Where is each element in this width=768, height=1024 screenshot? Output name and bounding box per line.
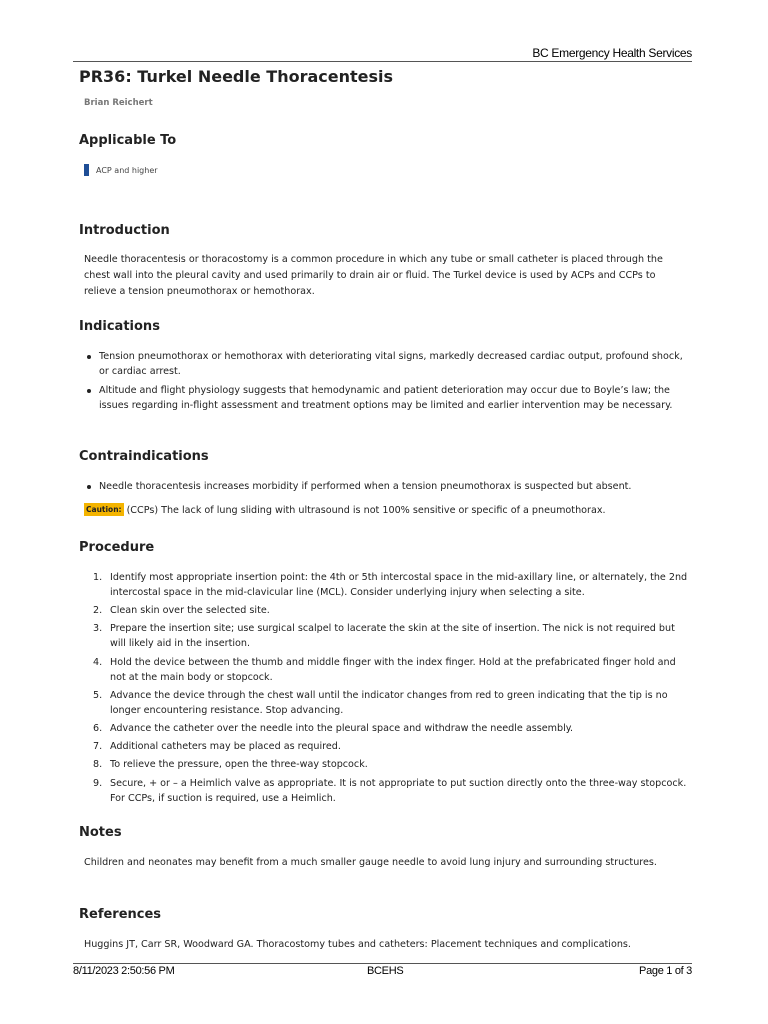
heading-procedure: Procedure (79, 540, 155, 555)
caution-badge: Caution: (86, 505, 122, 514)
heading-references: References (79, 907, 162, 922)
list-item: Altitude and flight physiology suggests that hemodynamic and patient deterioration may occur due to Boyle’s law; the issues regarding in-flight assessment and treatment options may be limited and earlier intervention may be necessary. (84, 383, 689, 413)
heading-introduction: Introduction (79, 223, 170, 238)
applicable-tag-label: ACP and higher (96, 165, 158, 175)
page-title: PR36: Turkel Needle Thoracentesis (79, 67, 394, 86)
author-name: Brian Reichert (84, 98, 153, 108)
procedure-step: To relieve the pressure, open the three-way stopcock. (110, 759, 368, 771)
procedure-step: Secure, + or – a Heimlich valve as appropriate. It is not appropriate to put suction directly onto the three-way stopcock. For CCPs, if suction is required, use a Heimlich. (110, 777, 687, 804)
page-number: Page 1 of 3 (639, 965, 692, 977)
footer-timestamp: 8/11/2023 2:50:56 PM (73, 965, 175, 977)
notes-text: Children and neonates may benefit from a much smaller gauge needle to avoid lung injury and surrounding structures. (84, 857, 657, 868)
heading-contraindications: Contraindications (79, 449, 209, 464)
indications-list (84, 349, 689, 417)
procedure-step: Identify most appropriate insertion point: the 4th or 5th intercostal space in the mid-axillary line, or alternately, the 2nd intercostal space in the mid-clavicular line (MCL). Consider underlying injury when selecting a site. (110, 572, 688, 598)
procedure-step: Clean skin over the selected site. (110, 605, 270, 617)
procedure-step: Advance the device through the chest wall until the indicator changes from red to green indicating that the tip is no longer encountering resistance. Stop advancing. (110, 689, 668, 716)
contraindications-list (84, 479, 689, 498)
heading-applicable-to: Applicable To (79, 133, 177, 148)
procedure-step: Hold the device between the thumb and middle finger with the index finger. Hold at the prefabricated finger hold and not at the main body or stopcock. (110, 656, 676, 683)
list-item: Needle thoracentesis increases morbidity if performed when a tension pneumothorax is suspected but absent. (84, 479, 689, 494)
applicable-tag (84, 164, 158, 176)
heading-indications: Indications (79, 319, 160, 334)
header-divider (73, 61, 692, 62)
caution-note (84, 503, 606, 518)
caution-text: (CCPs) The lack of lung sliding with ultrasound is not 100% sensitive or specific of a pneumothorax. (126, 505, 606, 516)
procedure-steps (84, 570, 689, 809)
tag-color-bar (84, 164, 89, 176)
procedure-step: Advance the catheter over the needle into the pleural space and withdraw the needle assembly. (110, 722, 574, 734)
heading-notes: Notes (79, 825, 122, 840)
list-item: Tension pneumothorax or hemothorax with deteriorating vital signs, markedly decreased cardiac output, profound shock, or cardiac arrest. (84, 349, 689, 379)
procedure-step: Prepare the insertion site; use surgical scalpel to lacerate the skin at the site of insertion. The nick is not required but will likely aid in the insertion. (110, 623, 675, 650)
organization-name: BC Emergency Health Services (532, 46, 692, 60)
procedure-step: Additional catheters may be placed as required. (110, 741, 341, 753)
footer-divider (73, 963, 692, 964)
footer-center: BCEHS (367, 965, 404, 977)
references-text: Huggins JT, Carr SR, Woodward GA. Thoracostomy tubes and catheters: Placement techniques and complications. (84, 939, 631, 950)
introduction-text: Needle thoracentesis or thoracostomy is a common procedure in which any tube or small catheter is placed through the chest wall into the pleural cavity and used primarily to drain air or fluid. The Turkel device is used by ACPs and CCPs to relieve a tension pneumothorax or hemothorax. (84, 254, 663, 297)
